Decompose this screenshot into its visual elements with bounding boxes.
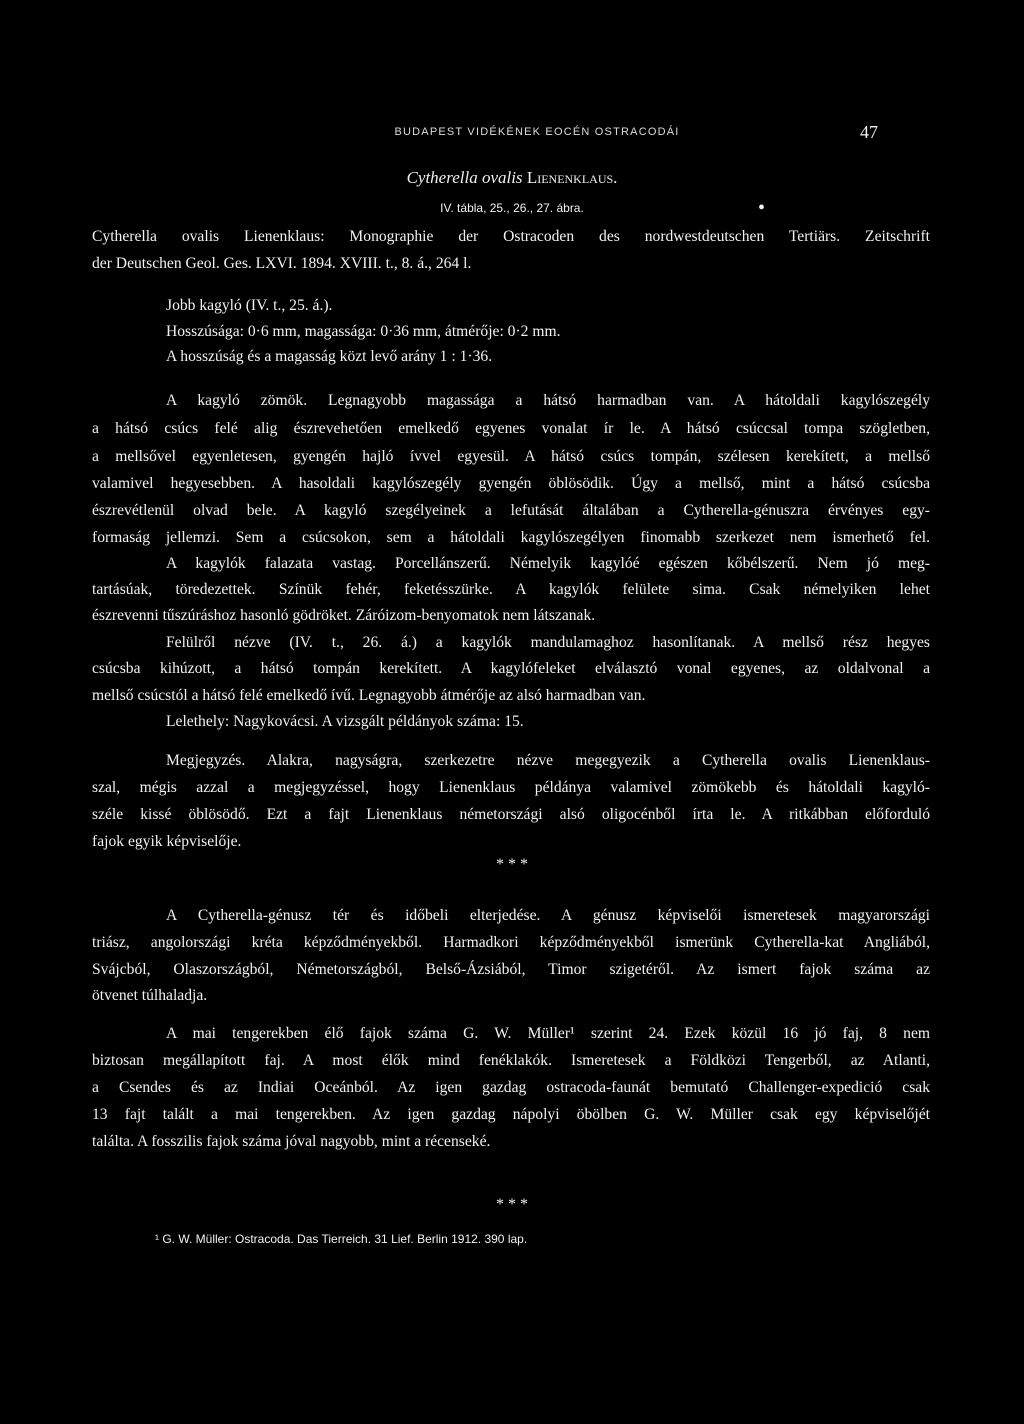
page-number: 47 xyxy=(860,122,878,142)
separator-stars: * * * xyxy=(496,1196,528,1213)
text-line: a hátsó csúcs felé alig észrevehetően emelkedő egyenes vonalat ír le. A hátsó csúccsal tompa szögletben, xyxy=(92,420,930,437)
footnote: ¹ G. W. Müller: Ostracoda. Das Tierreich. 31 Lief. Berlin 1912. 390 lap. xyxy=(155,1232,528,1246)
text-line: találta. A fosszilis fajok száma jóval nagyobb, mint a récenseké. xyxy=(92,1133,491,1150)
species-title xyxy=(0,168,1024,188)
text-line: a mellsővel egyenletesen, gyengén hajló ívvel egyesül. A hátsó csúcs tompán, szélesen kerekített, a mellső xyxy=(92,448,930,465)
text-line: A mai tengerekben élő fajok száma G. W. Müller¹ szerint 24. Ezek közül 16 jó faj, 8 nem xyxy=(166,1025,930,1042)
text-line: tartásúak, töredezettek. Színük fehér, feketésszürke. A kagylók felülete sima. Csak némelyiken lehet xyxy=(92,581,930,598)
text-line: fajok egyik képviselője. xyxy=(92,833,242,850)
text-line: észrevenni tűszúráshoz hasonló gödröket. Záróizom-benyomatok nem látszanak. xyxy=(92,607,596,624)
text-line: der Deutschen Geol. Ges. LXVI. 1894. XVIII. t., 8. á., 264 l. xyxy=(92,255,472,272)
species-name: Cytherella ovalis xyxy=(406,168,523,187)
text-line: Cytherella ovalis Lienenklaus: Monographie der Ostracoden des nordwestdeutschen Tertiärs. Zeitschrift xyxy=(92,228,930,245)
stray-dot: • xyxy=(758,197,766,219)
text-line: Svájcból, Olaszországból, Németországból, Belső-Ázsiából, Timor szigetéről. Az ismert fajok száma az xyxy=(92,961,930,978)
text-line: 13 fajt talált a mai tengerekben. Az igen gazdag nápolyi öbölben G. W. Müller csak egy képviselőjét xyxy=(92,1106,930,1123)
text-line: biztosan megállapított faj. A most élők mind fenéklakók. Ismeretesek a Földközi Tengerből, az Atlanti, xyxy=(92,1052,930,1069)
text-line: formaság jellemzi. Sem a csúcsokon, sem a hátoldali kagylószegélyen finomabb szerkezet nem ismerhető fel. xyxy=(92,529,930,546)
text-line: valamivel hegyesebben. A hasoldali kagylószegély gyengén öblösödik. Úgy a mellső, mint a hátsó csúcsba xyxy=(92,475,930,492)
text-line: észrevétlenül olvad bele. A kagyló szegélyeinek a lefutását általában a Cytherella-génuszra érvényes egy- xyxy=(92,502,930,519)
text-line: ötvenet túlhaladja. xyxy=(92,987,208,1004)
plate-reference: IV. tábla, 25., 26., 27. ábra. xyxy=(440,201,584,215)
running-header: BUDAPEST VIDÉKÉNEK EOCÉN OSTRACODÁI xyxy=(394,126,680,138)
text-line: triász, angolországi kréta képződményekből. Harmadkori képződményekből ismerünk Cytherella-kat Angliából, xyxy=(92,934,930,951)
text-line: A kagylók falazata vastag. Porcellánszerű. Némelyik kagylóé egészen kőbélszerű. Nem jó meg- xyxy=(166,555,930,572)
text-line: mellső csúcstól a hátsó felé emelkedő ívű. Legnagyobb átmérője az alsó harmadban van. xyxy=(92,687,646,704)
text-line: A Cytherella-génusz tér és időbeli elterjedése. A génusz képviselői ismeretesek magyarországi xyxy=(166,907,930,924)
text-line: Megjegyzés. Alakra, nagyságra, szerkezetre nézve megegyezik a Cytherella ovalis Lienenklaus- xyxy=(166,752,930,769)
text-line: a Csendes és az Indiai Oceánból. Az igen gazdag ostracoda-faunát bemutató Challenger-expedició csak xyxy=(92,1079,930,1096)
text-line: csúcsba kihúzott, a hátsó tompán kerekített. A kagylófeleket elválasztó vonal egyenes, az oldalvonal a xyxy=(92,660,930,677)
text-line: széle kissé öblösödő. Ezt a fajt Lienenklaus németországi alsó oligocénből írta le. A ritkábban előforduló xyxy=(92,806,930,823)
text-line: A hosszúság és a magasság közt levő arány 1 : 1·36. xyxy=(166,348,493,365)
text-line: A kagyló zömök. Legnagyobb magassága a hátsó harmadban van. A hátoldali kagylószegély xyxy=(166,392,930,409)
species-author: Lienenklaus. xyxy=(526,168,618,187)
text-line: Felülről nézve (IV. t., 26. á.) a kagylók mandulamaghoz hasonlítanak. A mellső rész hegyes xyxy=(166,634,930,651)
text-line: Jobb kagyló (IV. t., 25. á.). xyxy=(166,297,333,314)
separator-stars: * * * xyxy=(496,856,528,873)
text-line: Hosszúsága: 0·6 mm, magassága: 0·36 mm, átmérője: 0·2 mm. xyxy=(166,323,561,340)
text-line: Lelethely: Nagykovácsi. A vizsgált példányok száma: 15. xyxy=(166,713,524,730)
text-line: szal, mégis azzal a megjegyzéssel, hogy Lienenklaus példánya valamivel zömökebb és hátoldali kagyló- xyxy=(92,779,930,796)
